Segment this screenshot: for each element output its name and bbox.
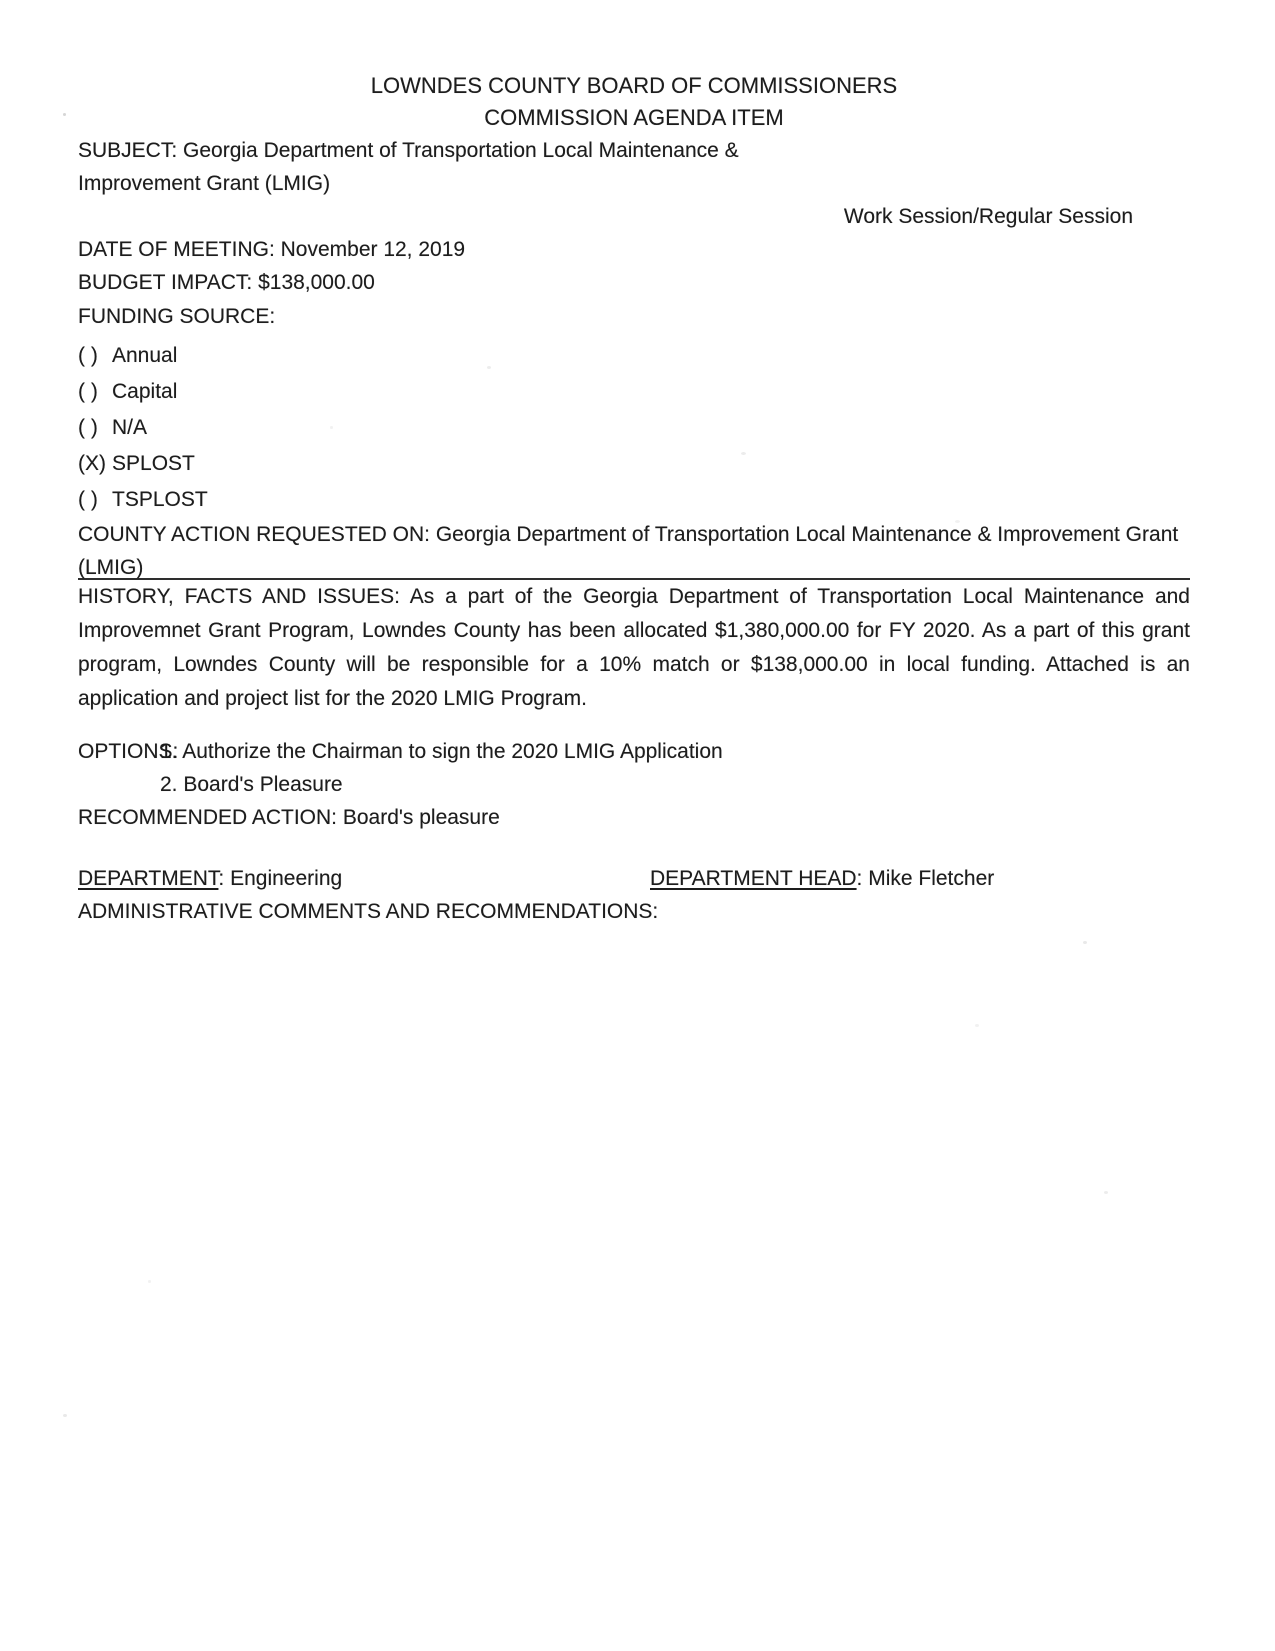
funding-option-label: SPLOST: [112, 452, 195, 475]
scan-artifact: [487, 366, 491, 369]
subject-line: SUBJECT: Georgia Department of Transportation Local Maintenance & Improvement Grant (LMIG): [78, 139, 739, 195]
funding-option-na: [78, 410, 1190, 445]
department-field: [78, 862, 650, 895]
scan-artifact: [63, 113, 66, 116]
funding-option-label: Capital: [112, 380, 178, 403]
scan-artifact: [330, 426, 333, 429]
department-value: : Engineering: [218, 867, 343, 890]
date-of-meeting: DATE OF MEETING: November 12, 2019: [78, 238, 466, 261]
scan-artifact: [1104, 1191, 1108, 1194]
checkbox-mark-tsplost: ( ): [78, 488, 98, 511]
funding-option-annual: [78, 338, 1190, 373]
page-title: [78, 70, 1190, 134]
department-label: DEPARTMENT: [78, 867, 219, 890]
department-row: [78, 862, 1190, 895]
department-head-value: : Mike Fletcher: [856, 867, 995, 890]
funding-source-list: [78, 338, 1190, 517]
options-section: [78, 735, 1190, 801]
session-type: Work Session/Regular Session: [843, 205, 1133, 228]
funding-option-label: N/A: [112, 416, 148, 439]
scan-artifact: [148, 1280, 151, 1283]
option-item-2: 2. Board's Pleasure: [160, 773, 343, 796]
scan-artifact: [741, 452, 746, 455]
county-action-requested: COUNTY ACTION REQUESTED ON: Georgia Department of Transportation Local Maintenance & Improvement Grant (LMIG): [78, 523, 1179, 579]
options-label: OPTIONS:: [78, 740, 179, 763]
option-item-1: 1. Authorize the Chairman to sign the 2020 LMIG Application: [160, 740, 723, 763]
checkbox-mark-na: ( ): [78, 416, 98, 439]
funding-option-splost: [78, 446, 1190, 481]
doc-title-line1: LOWNDES COUNTY BOARD OF COMMISSIONERS: [370, 73, 898, 98]
funding-option-label: Annual: [112, 344, 178, 367]
doc-title-line2: COMMISSION AGENDA ITEM: [484, 105, 784, 130]
scan-artifact: [955, 520, 960, 523]
department-head-field: [650, 862, 994, 895]
scan-artifact: [63, 1414, 67, 1417]
department-head-label: DEPARTMENT HEAD: [650, 867, 857, 890]
budget-impact: BUDGET IMPACT: $138,000.00: [78, 271, 375, 294]
funding-option-label: TSPLOST: [112, 488, 208, 511]
checkbox-mark-annual: ( ): [78, 344, 98, 367]
funding-source-heading: FUNDING SOURCE:: [78, 305, 276, 328]
funding-option-capital: [78, 374, 1190, 409]
history-facts-issues: HISTORY, FACTS AND ISSUES: As a part of the Georgia Department of Transportation Local Maintenance and Improvemnet Grant Program, Lowndes County has been allocated $1,380,000.00 for FY 2020. As a part of this grant program, Lowndes County will be responsible for a 10% match or $138,000.00 in local funding. Attached is an application and project list for the 2020 LMIG Program.: [78, 585, 1190, 710]
admin-comments-heading: ADMINISTRATIVE COMMENTS AND RECOMMENDATIONS:: [78, 900, 659, 923]
checkbox-mark-capital: ( ): [78, 380, 98, 403]
scan-artifact: [1083, 941, 1087, 944]
checkbox-mark-splost-checked: (X): [78, 452, 106, 475]
recommended-action: RECOMMENDED ACTION: Board's pleasure: [78, 806, 500, 829]
options-list: [160, 735, 723, 801]
scan-artifact: [975, 1024, 979, 1027]
funding-option-tsplost: [78, 482, 1190, 517]
